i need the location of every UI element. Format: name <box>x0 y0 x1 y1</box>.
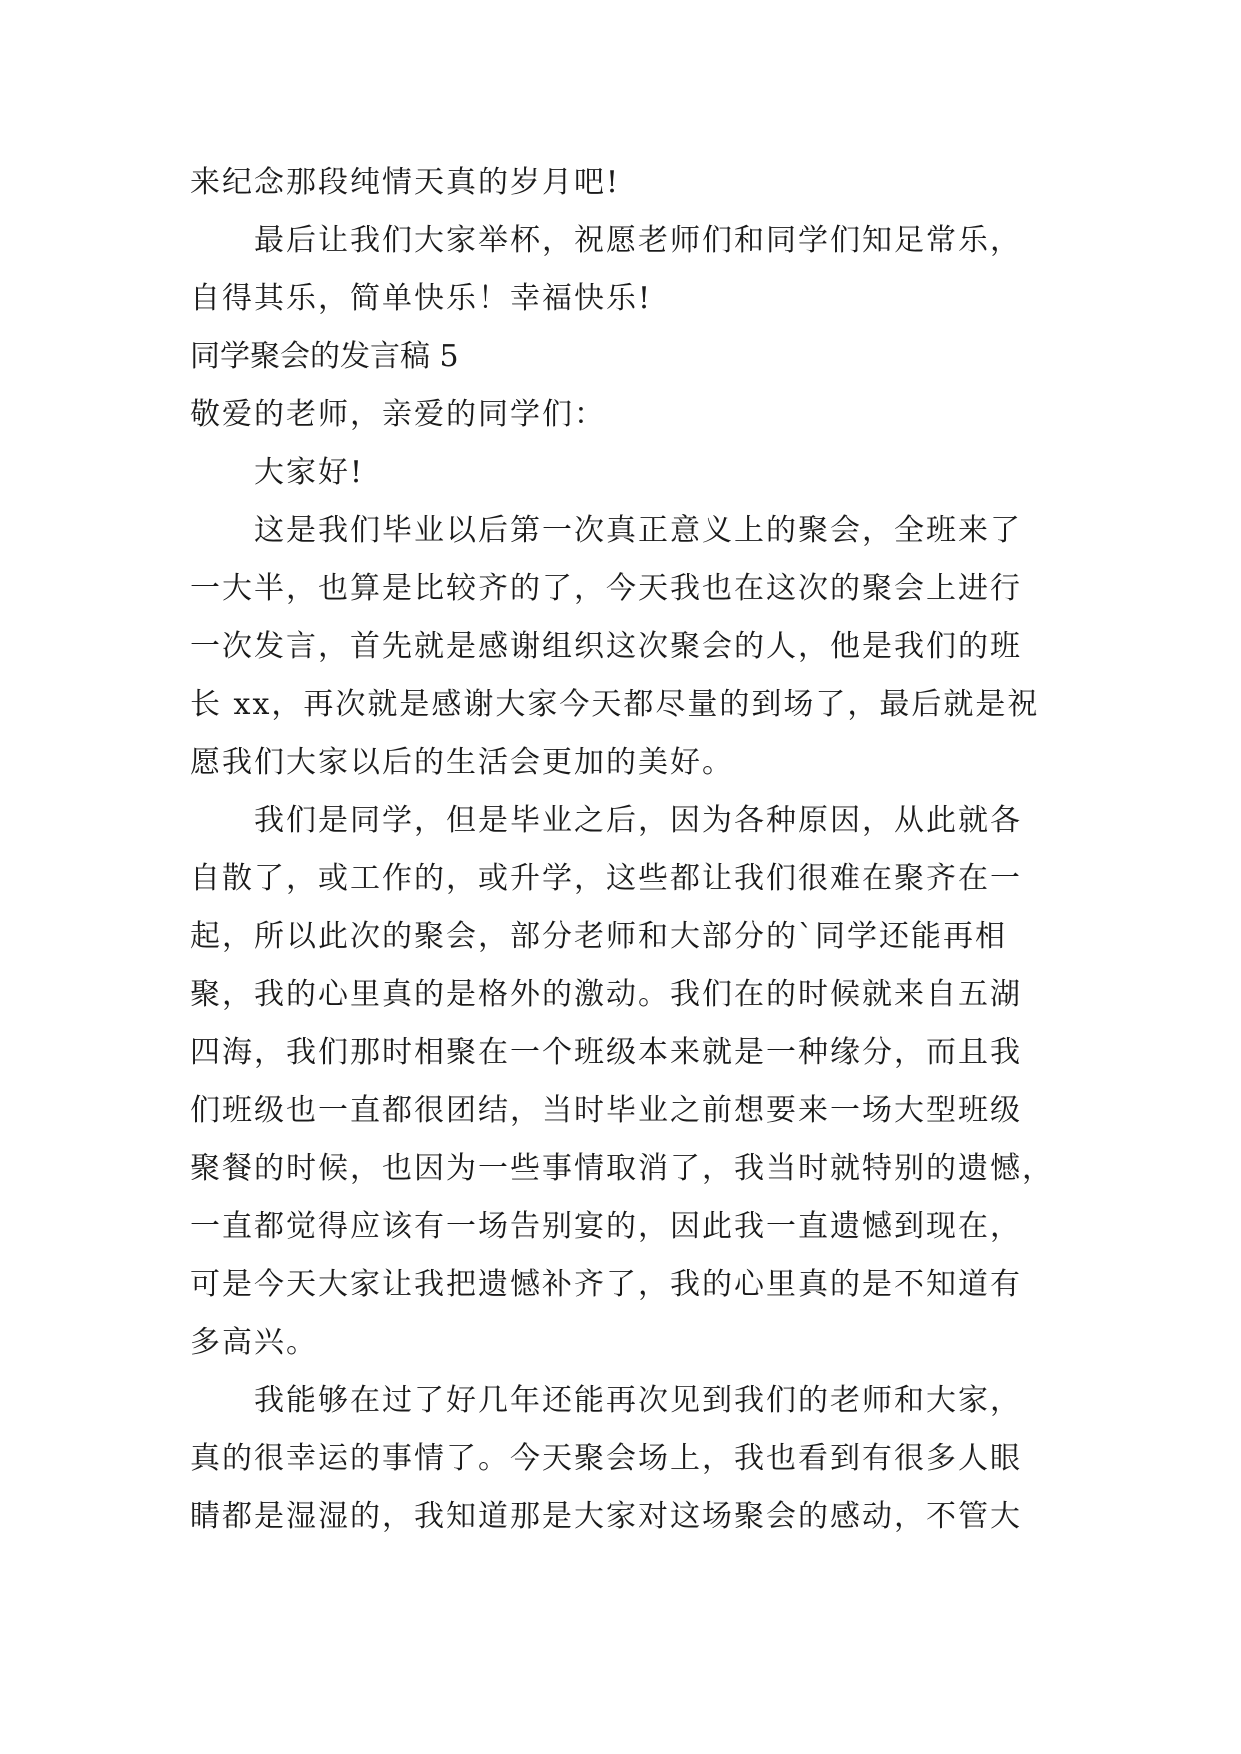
text-line: 多高兴。 <box>190 1325 318 1360</box>
text-line: 来纪念那段纯情天真的岁月吧! <box>190 165 621 200</box>
text-line: 我能够在过了好几年还能再次见到我们的老师和大家， <box>254 1383 1022 1418</box>
text-line: 聚餐的时候，也因为一些事情取消了，我当时就特别的遗憾， <box>190 1151 1054 1186</box>
text-line: 自得其乐，简单快乐！幸福快乐! <box>190 281 653 316</box>
text-line: 真的很幸运的事情了。今天聚会场上，我也看到有很多人眼 <box>190 1441 1022 1476</box>
text-line: 一次发言，首先就是感谢组织这次聚会的人，他是我们的班 <box>190 629 1022 664</box>
text-line: 一大半，也算是比较齐的了，今天我也在这次的聚会上进行 <box>190 571 1022 606</box>
text-line: 们班级也一直都很团结，当时毕业之前想要来一场大型班级 <box>190 1093 1022 1128</box>
text-line: 长 xx，再次就是感谢大家今天都尽量的到场了，最后就是祝 <box>190 687 1040 722</box>
text-line: 聚，我的心里真的是格外的激动。我们在的时候就来自五湖 <box>190 977 1022 1012</box>
text-line: 睛都是湿湿的，我知道那是大家对这场聚会的感动，不管大 <box>190 1499 1022 1534</box>
salutation: 敬爱的老师，亲爱的同学们： <box>190 397 606 432</box>
text-line: 最后让我们大家举杯，祝愿老师们和同学们知足常乐， <box>254 223 1022 258</box>
text-line: 起，所以此次的聚会，部分老师和大部分的`同学还能再相 <box>190 919 1007 954</box>
text-line: 自散了，或工作的，或升学，这些都让我们很难在聚齐在一 <box>190 861 1022 896</box>
text-line: 愿我们大家以后的生活会更加的美好。 <box>190 745 734 780</box>
text-line: 四海，我们那时相聚在一个班级本来就是一种缘分，而且我 <box>190 1035 1022 1070</box>
section-title: 同学聚会的发言稿 5 <box>190 339 459 374</box>
text-line: 这是我们毕业以后第一次真正意义上的聚会，全班来了 <box>254 513 1022 548</box>
document-body <box>190 154 1054 1546</box>
text-line: 我们是同学，但是毕业之后，因为各种原因，从此就各 <box>254 803 1022 838</box>
greeting: 大家好! <box>254 455 365 490</box>
text-line: 可是今天大家让我把遗憾补齐了，我的心里真的是不知道有 <box>190 1267 1022 1302</box>
text-line: 一直都觉得应该有一场告别宴的，因此我一直遗憾到现在， <box>190 1209 1022 1244</box>
